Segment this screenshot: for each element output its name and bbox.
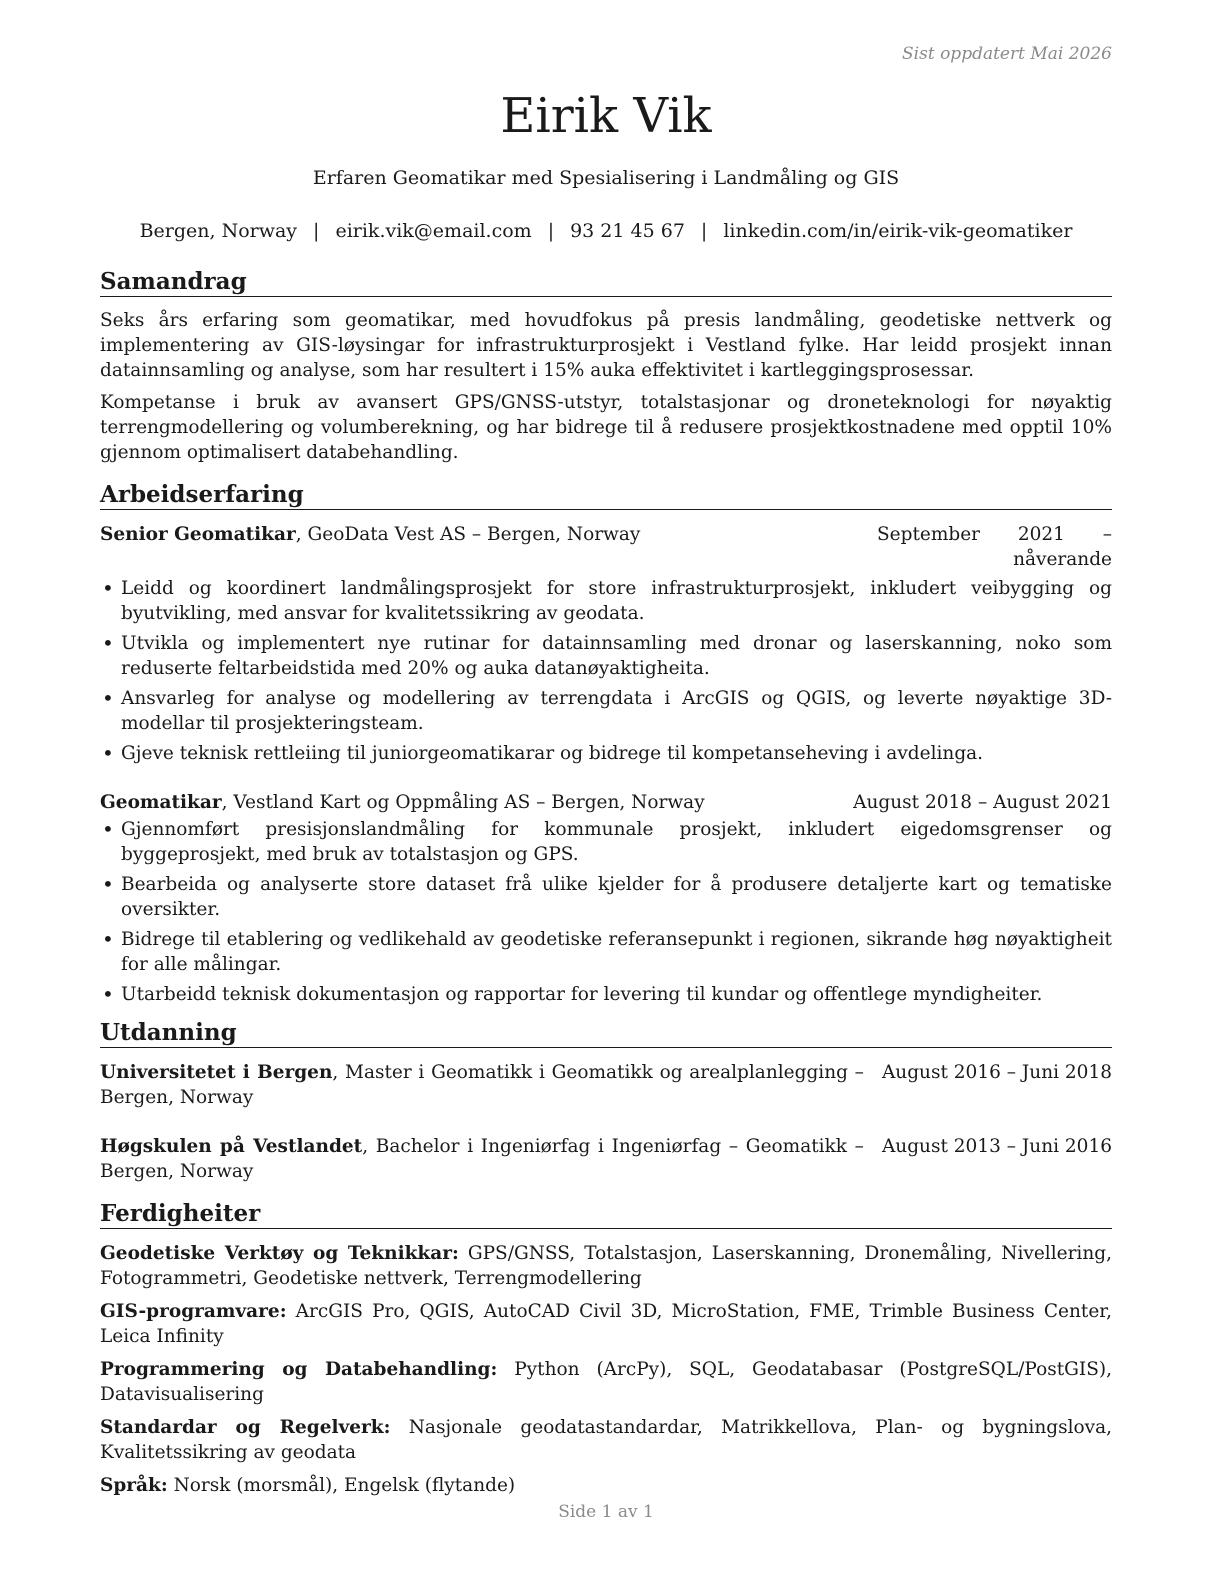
contact-linkedin[interactable]: linkedin.com/in/eirik-vik-geomatiker: [723, 220, 1073, 242]
job-org: , GeoData Vest AS – Bergen, Norway: [295, 524, 641, 545]
contact-location: Bergen, Norway: [139, 220, 298, 242]
contact-separator: |: [547, 220, 555, 242]
list-item: • Utvikla og implementert nye rutinar for datainnsamling med dronar og laserskanning, noko som reduserte feltarbeidstida med 20% og auka datanøyaktigheita.: [100, 631, 1112, 681]
tagline: Erfaren Geomatikar med Spesialisering i Landmåling og GIS: [312, 167, 900, 189]
skill-line: [100, 1299, 1112, 1349]
job-dates: August 2018 – August 2021: [853, 792, 1112, 813]
skill-line: [100, 1473, 1112, 1498]
education-entry: [100, 1134, 1112, 1184]
contact-email[interactable]: eirik.vik@email.com: [335, 220, 532, 242]
skill-label: GIS-programvare:: [100, 1301, 287, 1322]
list-item: • Gjennomført presisjonslandmåling for kommunale prosjekt, inkludert eigedomsgrenser og byggeprosjekt, med bruk av totalstasjon og GPS.: [100, 817, 1112, 867]
list-item: • Gjeve teknisk rettleiing til juniorgeomatikarar og bidrege til kompetanseheving i avdelinga.: [100, 741, 1112, 766]
job-org: , Vestland Kart og Oppmåling AS – Bergen, Norway: [221, 792, 705, 813]
skill-value: ArcGIS Pro, QGIS, AutoCAD Civil 3D, MicroStation, FME, Trimble Business Center, Leica Infinity: [100, 1301, 1112, 1347]
list-item: • Bearbeida og analyserte store dataset frå ulike kjelder for å produsere detaljerte kart og tematiske oversikter.: [100, 872, 1112, 922]
summary-paragraph: Seks års erfaring som geomatikar, med hovudfokus på presis landmåling, geodetiske nettverk og implementering av GIS-løysingar for infrastrukturprosjekt i Vestland fylke. Har leidd prosjekt innan datainnsamling og analyse, som har resultert i 15% auka effektivitet i kartleggingsprosessar.: [100, 310, 1112, 381]
section-title-skills: Ferdigheiter: [100, 1200, 1112, 1229]
page-number: Side 1 av 1: [558, 1502, 654, 1522]
job-header: [100, 790, 1112, 815]
skill-label: Standardar og Regelverk:: [100, 1417, 391, 1438]
job-entry: [100, 522, 1112, 766]
education-section: [100, 1019, 1112, 1184]
list-item: • Bidrege til etablering og vedlikehald av geodetiske referansepunkt i regionen, sikrande høg nøyaktigheit for alle målingar.: [100, 927, 1112, 977]
section-title-summary: Samandrag: [100, 268, 1112, 297]
resume-content: [100, 268, 1112, 1506]
skill-line: [100, 1357, 1112, 1407]
job-dates: September 2021 – nåverande: [877, 524, 1112, 570]
person-name: Eirik Vik: [500, 88, 712, 144]
section-title-education: Utdanning: [100, 1019, 1112, 1048]
education-entry: [100, 1060, 1112, 1110]
skills-section: [100, 1200, 1112, 1498]
skill-label: Språk:: [100, 1475, 168, 1496]
summary-paragraph: Kompetanse i bruk av avansert GPS/GNSS-utstyr, totalstasjonar og droneteknologi for nøyaktig terrengmodellering og volumberekning, og har bidrege til å redusere prosjektkostnadene med opptil 10% gjennom optimalisert databehandling.: [100, 392, 1112, 463]
experience-section: [100, 481, 1112, 1007]
contact-separator: |: [700, 220, 708, 242]
skill-line: [100, 1241, 1112, 1291]
skill-value: Norsk (morsmål), Engelsk (flytande): [167, 1475, 516, 1496]
list-item: • Leidd og koordinert landmålingsprosjekt for store infrastrukturprosjekt, inkludert veibygging og byutvikling, med ansvar for kvalitetssikring av geodata.: [100, 576, 1112, 626]
job-role: Senior Geomatikar: [100, 524, 296, 545]
list-item: • Utarbeidd teknisk dokumentasjon og rapportar for levering til kundar og offentlege myndigheiter.: [100, 982, 1112, 1007]
job-header: [100, 522, 1112, 572]
job-entry: [100, 790, 1112, 1007]
education-dates: August 2016 – Juni 2018: [881, 1062, 1112, 1083]
contact-phone: 93 21 45 67: [570, 220, 685, 242]
skill-label: Geodetiske Verktøy og Teknikkar:: [100, 1243, 459, 1264]
education-dates: August 2013 – Juni 2016: [881, 1136, 1112, 1157]
skill-value: Python (ArcPy), SQL, Geodatabasar (PostgreSQL/PostGIS), Datavisualisering: [100, 1359, 1112, 1405]
contact-line: [100, 220, 1112, 242]
job-role: Geomatikar: [100, 792, 222, 813]
school-name: Universitetet i Bergen: [100, 1062, 333, 1083]
skill-value: Nasjonale geodatastandardar, Matrikkellova, Plan- og bygningslova, Kvalitetssikring av geodata: [100, 1417, 1112, 1463]
list-item: • Ansvarleg for analyse og modellering av terrengdata i ArcGIS og QGIS, og leverte nøyaktige 3D-modellar til prosjekteringsteam.: [100, 686, 1112, 736]
summary-section: [100, 268, 1112, 465]
job-bullets: [100, 817, 1112, 1007]
skill-line: [100, 1415, 1112, 1465]
skill-label: Programmering og Databehandling:: [100, 1359, 498, 1380]
job-bullets: [100, 576, 1112, 766]
degree-detail: , Master i Geomatikk i Geomatikk og arealplanlegging – Bergen, Norway: [100, 1062, 864, 1108]
school-name: Høgskulen på Vestlandet: [100, 1136, 363, 1157]
section-title-experience: Arbeidserfaring: [100, 481, 1112, 510]
contact-separator: |: [313, 220, 320, 242]
degree-detail: , Bachelor i Ingeniørfag i Ingeniørfag – Geomatikk – Bergen, Norway: [100, 1136, 864, 1182]
last-updated: Sist oppdatert Mai 2026: [902, 44, 1112, 64]
skill-value: GPS/GNSS, Totalstasjon, Laserskanning, Dronemåling, Nivellering, Fotogrammetri, Geodetiske nettverk, Terrengmodellering: [100, 1243, 1112, 1289]
